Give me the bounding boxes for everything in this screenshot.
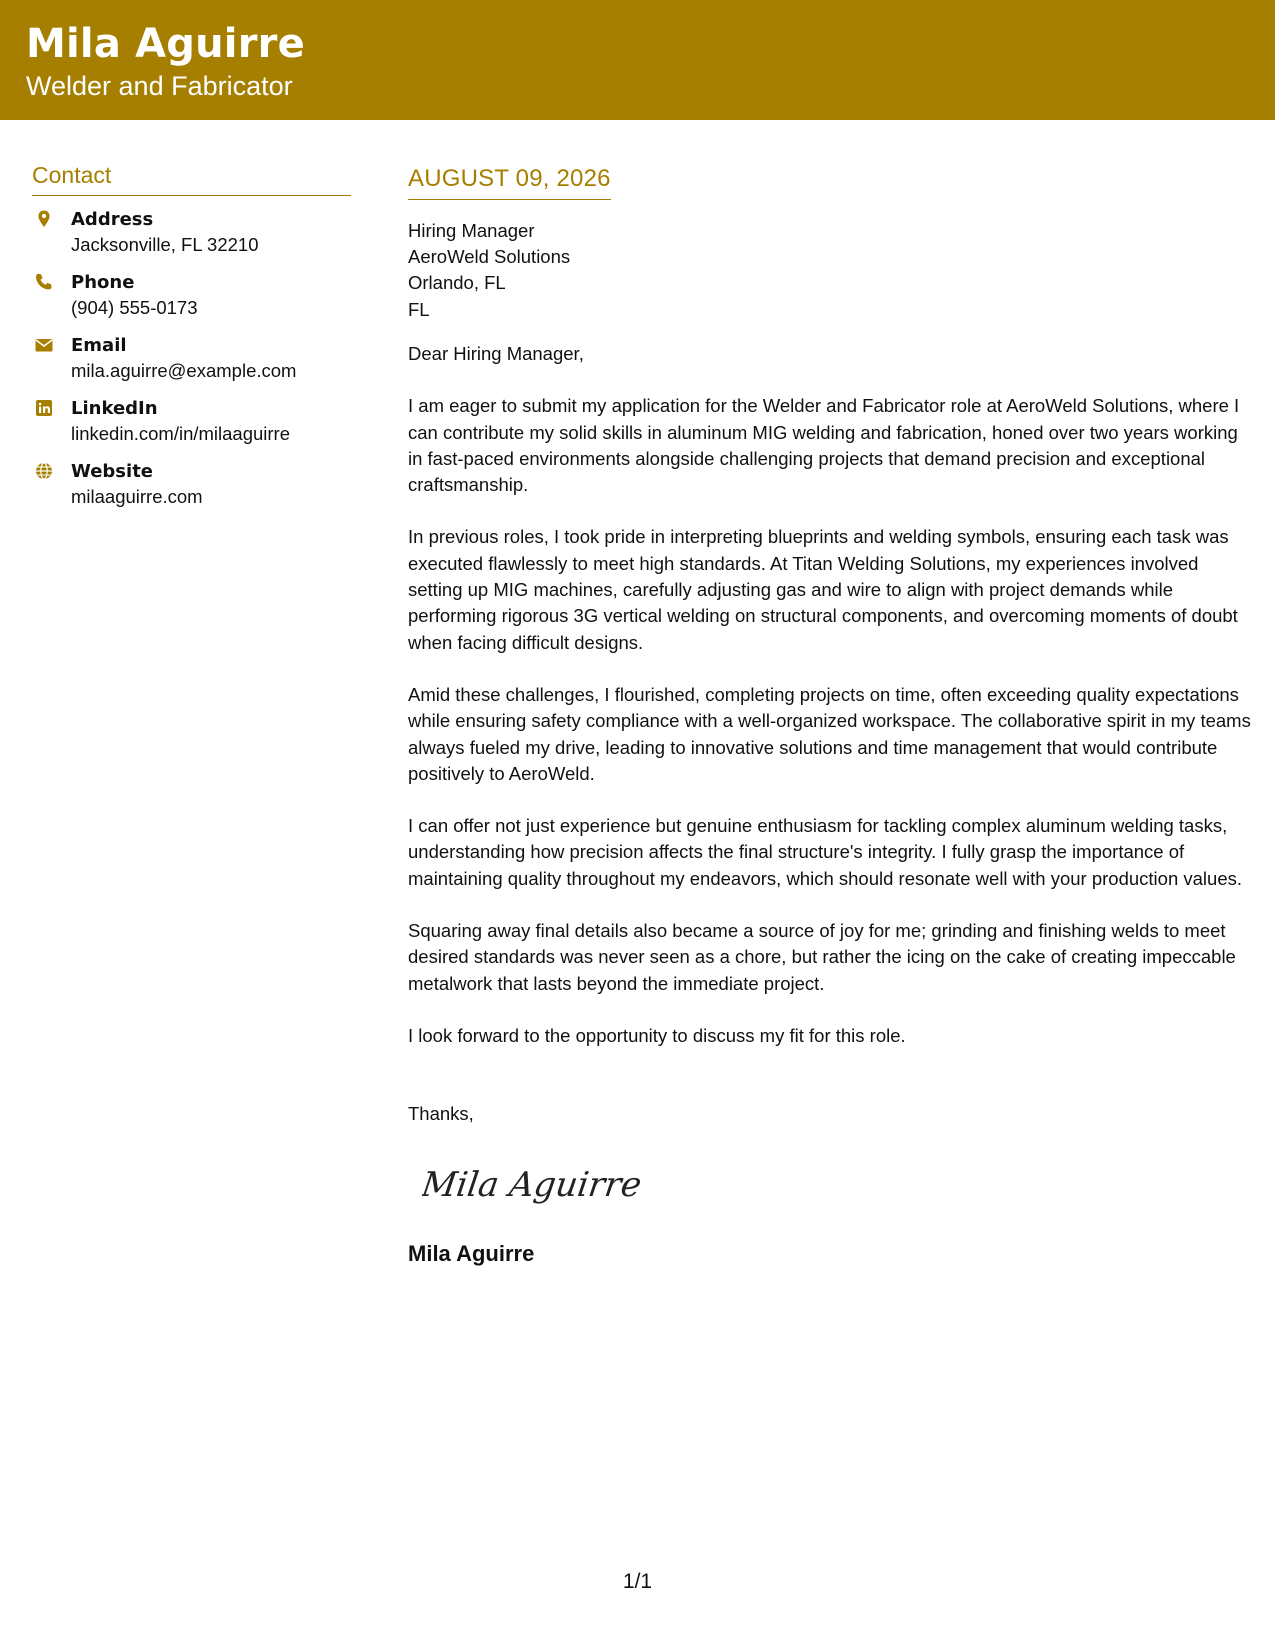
- contact-item-phone: [32, 271, 351, 334]
- contact-value: mila.aguirre@example.com: [71, 359, 297, 381]
- recipient-block: [408, 218, 1253, 323]
- contact-list: [32, 208, 351, 523]
- contact-label: LinkedIn: [71, 397, 158, 419]
- contact-item-email: [32, 334, 351, 397]
- contact-sidebar: [32, 162, 351, 523]
- contact-label: Address: [71, 208, 154, 230]
- contact-item-linkedin: [32, 397, 351, 460]
- envelope-icon: [34, 335, 54, 355]
- map-pin-icon: [34, 209, 54, 229]
- header-banner: [0, 0, 1275, 120]
- letter-paragraph: Amid these challenges, I flourished, completing projects on time, often exceeding quality expectations while ensuring safety compliance with a well-organized workspace. The collaborative spirit in my teams always fueled my drive, leading to innovative solutions and time management that would contribute positively to AeroWeld.: [408, 683, 1251, 784]
- recipient-line: AeroWeld Solutions: [408, 246, 571, 268]
- linkedin-icon: [34, 398, 54, 418]
- signed-name: Mila Aguirre: [408, 1240, 535, 1266]
- contact-item-website: [32, 460, 351, 523]
- contact-value: (904) 555-0173: [71, 296, 198, 318]
- letter-paragraph: I can offer not just experience but genuine enthusiasm for tackling complex aluminum welding tasks, understanding how precision affects the final structure's integrity. I fully grasp the importance of maintaining quality throughout my endeavors, which should resonate well with your production values.: [408, 815, 1242, 889]
- contact-label: Email: [71, 334, 127, 356]
- applicant-role: Welder and Fabricator: [26, 71, 293, 101]
- applicant-name: Mila Aguirre: [26, 21, 305, 67]
- letter-paragraph: I look forward to the opportunity to discuss my fit for this role.: [408, 1024, 906, 1046]
- globe-icon: [34, 461, 54, 481]
- handwritten-signature: [422, 1156, 682, 1216]
- phone-icon: [34, 272, 54, 292]
- letter-body: [408, 165, 1253, 1267]
- recipient-line: FL: [408, 298, 430, 320]
- letter-date: AUGUST 09, 2026: [408, 165, 611, 200]
- letter-paragraph: Squaring away final details also became a source of joy for me; grinding and finishing welds to meet desired standards was never seen as a chore, but rather the icing on the cake of creating impeccable metalwork that lasts beyond the immediate project.: [408, 920, 1236, 994]
- closing: Thanks,: [408, 1103, 474, 1125]
- contact-value: Jacksonville, FL 32210: [71, 233, 259, 255]
- letter-paragraph: In previous roles, I took pride in interpreting blueprints and welding symbols, ensuring each task was executed flawlessly to meet high standards. At Titan Welding Solutions, my experiences involved setting up MIG machines, carefully adjusting gas and wire to align with project demands while performing rigorous 3G vertical welding on structural components, and overcoming moments of doubt when facing difficult designs.: [408, 526, 1238, 653]
- recipient-line: Orlando, FL: [408, 272, 506, 294]
- contact-label: Phone: [71, 271, 135, 293]
- contact-value: milaaguirre.com: [71, 485, 203, 507]
- contact-item-address: [32, 208, 351, 271]
- contact-value: linkedin.com/in/milaaguirre: [71, 422, 291, 444]
- recipient-line: Hiring Manager: [408, 219, 535, 241]
- signature-text: Mila Aguirre: [422, 1164, 645, 1205]
- contact-section-title: Contact: [32, 162, 351, 196]
- letter-paragraph: I am eager to submit my application for the Welder and Fabricator role at AeroWeld Solutions, where I can contribute my solid skills in aluminum MIG welding and fabrication, honed over two years working in fast-paced environments alongside challenging projects that demand precision and exceptional craftsmanship.: [408, 395, 1240, 496]
- page-number: 1/1: [622, 1570, 653, 1593]
- contact-label: Website: [71, 460, 154, 482]
- salutation: Dear Hiring Manager,: [408, 342, 584, 364]
